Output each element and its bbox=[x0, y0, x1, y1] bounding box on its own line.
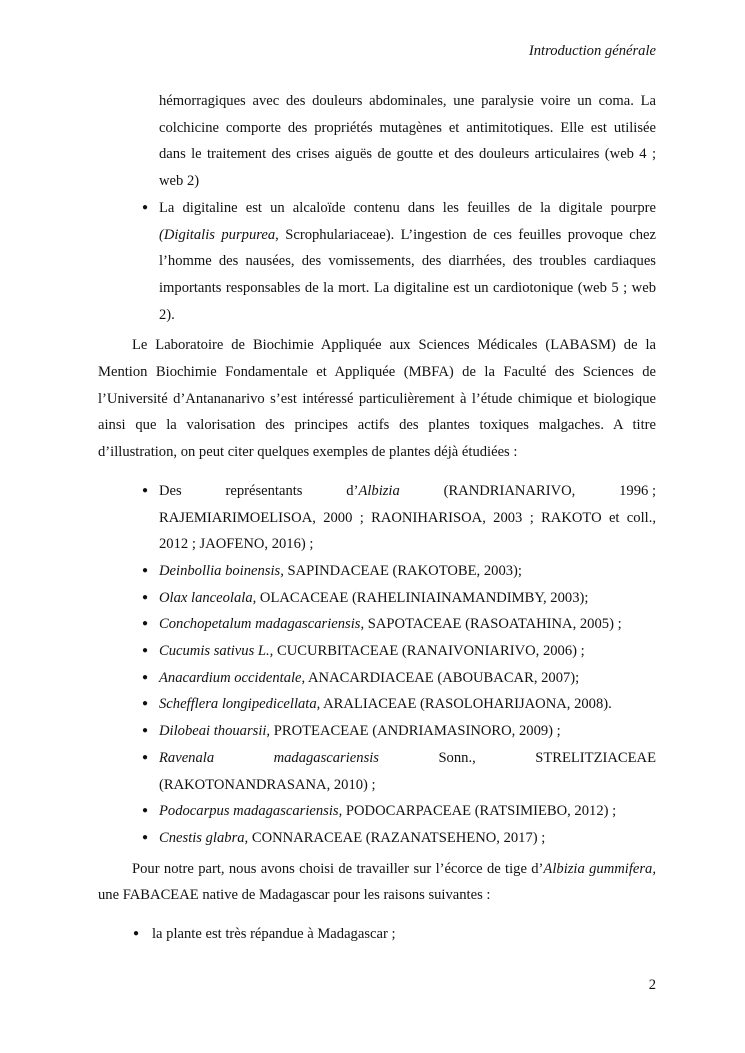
page-header: Introduction générale bbox=[528, 43, 656, 59]
page-body bbox=[98, 88, 656, 948]
list-item-albizia: ● Des représentants d’Albizia (RANDRIANARIVO, 1996 ; RAJEMIARIMOELISOA, 2000 ; RAONIHARISOA, 2003 ; RAKOTO et coll., 2012 ; JAOFENO, 2016) ; bbox=[98, 478, 656, 558]
bullet-icon: ● bbox=[133, 928, 140, 940]
page-number: 2 bbox=[648, 977, 656, 993]
bullet-icon: ● bbox=[142, 645, 149, 657]
list-item-plant: ● Conchopetalum madagascariensis, SAPOTACEAE (RASOATAHINA, 2005) ; bbox=[98, 611, 656, 638]
list-item-ravenala: ● Ravenala madagascariensis Sonn., STRELITZIACEAE (RAKOTONANDRASANA, 2010) ; bbox=[98, 745, 656, 798]
bullet-icon: ● bbox=[142, 698, 149, 710]
toxins-list bbox=[98, 195, 656, 329]
list-item-plant: ● Podocarpus madagascariensis, PODOCARPACEAE (RATSIMIEBO, 2012) ; bbox=[98, 798, 656, 825]
list-item-plant: ● Deinbollia boinensis, SAPINDACEAE (RAKOTOBE, 2003); bbox=[98, 558, 656, 585]
list-item-plant: ● Schefflera longipedicellata, ARALIACEAE (RASOLOHARIJAONA, 2008). bbox=[98, 691, 656, 718]
list-item-reason: ● la plante est très répandue à Madagascar ; bbox=[98, 921, 656, 948]
studied-plants-list bbox=[98, 478, 656, 852]
choice-paragraph: Pour notre part, nous avons choisi de travailler sur l’écorce de tige d’Albizia gummifera, une FABACEAE native de Madagascar pour les raisons suivantes : bbox=[98, 860, 656, 904]
list-item-plant: ● Cnestis glabra, CONNARACEAE (RAZANATSEHENO, 2017) ; bbox=[98, 825, 656, 852]
bullet-icon: ● bbox=[142, 484, 149, 496]
intro-continuation: hémorragiques avec des douleurs abdominales, une paralysie voire un coma. La colchicine comporte des propriétés mutagènes et antimitotiques. Elle est utilisée dans le traitement des crises aiguës de goutte et des douleurs articulaires (web 4 ; web 2) bbox=[159, 93, 656, 190]
list-item-plant: ● Anacardium occidentale, ANACARDIACEAE (ABOUBACAR, 2007); bbox=[98, 665, 656, 692]
labasm-paragraph: Le Laboratoire de Biochimie Appliquée aux Sciences Médicales (LABASM) de la Mention Biochimie Fondamentale et Appliquée (MBFA) de la Faculté des Sciences de l’Université d’Antananarivo s’est intéressé particulièrement à l’étude chimique et biologique ainsi que la valorisation des principes actifs des plantes toxiques malgaches. A titre d’illustration, on peut citer quelques exemples de plantes déjà étudiées : bbox=[98, 337, 656, 461]
bullet-icon: ● bbox=[142, 591, 149, 603]
bullet-icon: ● bbox=[142, 831, 149, 843]
species-name: Albizia gummifera, bbox=[543, 860, 656, 877]
reasons-list bbox=[98, 921, 656, 948]
bullet-icon: ● bbox=[142, 751, 149, 763]
bullet-icon: ● bbox=[142, 564, 149, 576]
bullet-icon: ● bbox=[142, 725, 149, 737]
bullet-icon: ● bbox=[142, 201, 149, 213]
bullet-icon: ● bbox=[142, 805, 149, 817]
list-item-plant: ● Cucumis sativus L., CUCURBITACEAE (RANAIVONIARIVO, 2006) ; bbox=[98, 638, 656, 665]
list-item-plant: ● Dilobeai thouarsii, PROTEACEAE (ANDRIAMASINORO, 2009) ; bbox=[98, 718, 656, 745]
bullet-icon: ● bbox=[142, 671, 149, 683]
list-item-digitaline: ● La digitaline est un alcaloïde contenu dans les feuilles de la digitale pourpre (Digitalis purpurea, Scrophulariaceae). L’ingestion de ces feuilles provoque chez l’homme des nausées, des vomissements, des diarrhées, des troubles cardiaques importants responsables de la mort. La digitaline est un cardiotonique (web 5 ; web 2). bbox=[98, 195, 656, 329]
list-item-plant: ● Olax lanceolala, OLACACEAE (RAHELINIAINAMANDIMBY, 2003); bbox=[98, 585, 656, 612]
species-name: (Digitalis purpurea bbox=[159, 226, 276, 243]
bullet-icon: ● bbox=[142, 618, 149, 630]
